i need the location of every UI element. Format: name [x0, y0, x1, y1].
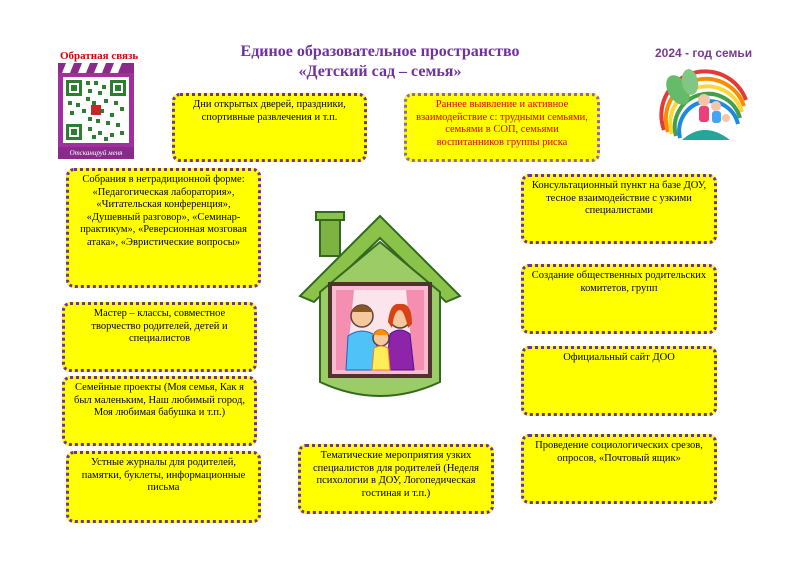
qr-code-icon: [58, 63, 134, 159]
title-line-2: «Детский сад – семья»: [298, 63, 462, 80]
parent-committees-box: Создание общественных родительских комитетов, групп: [521, 264, 717, 334]
family-projects-box: Семейные проекты (Моя семья, Как я был маленьким, Наш любимый город, Моя любимая бабушка и т.п.): [62, 376, 257, 446]
qr-code-panel[interactable]: [58, 63, 134, 159]
year-badge-label: 2024 - год семьи: [655, 46, 753, 60]
open-days-box: Дни открытых дверей, праздники, спортивные развлечения и т.п.: [172, 93, 367, 162]
surveys-box: Проведение социологических срезов, опросов, «Почтовый ящик»: [521, 434, 717, 504]
thematic-events-box: Тематические мероприятия узких специалистов для родителей (Неделя психологии в ДОУ, Логопедическая гостиная и т.п.): [298, 444, 494, 514]
page-title: [190, 42, 570, 82]
family-year-logo-icon: [654, 60, 754, 146]
feedback-label: Обратная связь: [60, 50, 139, 62]
official-site-box: Официальный сайт ДОО: [521, 346, 717, 416]
family-house-icon: [296, 210, 464, 410]
consult-point-box: Консультационный пункт на базе ДОУ, тесное взаимодействие с узкими специалистами: [521, 174, 717, 244]
title-line-1: Единое образовательное пространство: [240, 43, 520, 60]
qr-caption: Отсканируй меня: [69, 149, 123, 157]
meetings-box: Собрания в нетрадиционной форме: «Педагогическая лаборатория», «Читательская конференция», «Душевный разговор», «Семинар-практикум», «Реверсионная мозговая атака», «Эвристические вопросы»: [66, 168, 261, 288]
master-classes-box: Мастер – классы, совместное творчество родителей, детей и специалистов: [62, 302, 257, 372]
early-detection-box: Раннее выявление и активное взаимодействие с: трудными семьями, семьями в СОП, семьями воспитанников группы риска: [404, 93, 600, 162]
oral-journals-box: Устные журналы для родителей, памятки, буклеты, информационные письма: [66, 451, 261, 523]
